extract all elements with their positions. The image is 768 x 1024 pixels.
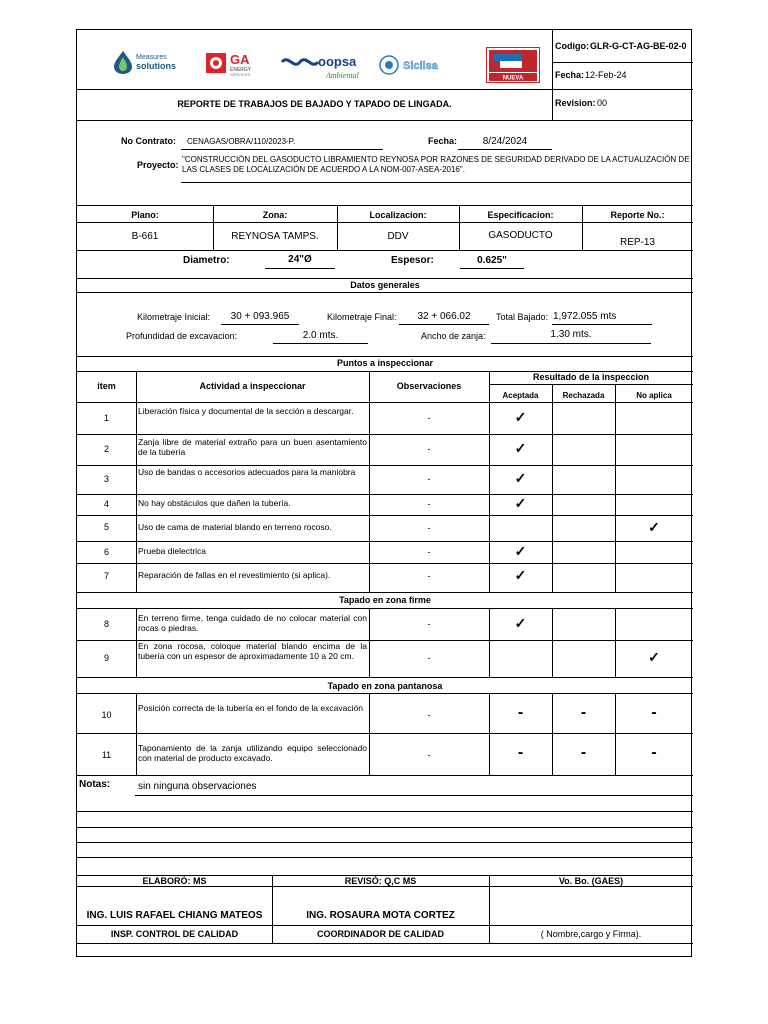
table-col-line [615, 608, 616, 677]
svg-text:solutions: solutions [136, 61, 176, 71]
table-row-line [77, 541, 693, 542]
row-aceptada: ✓ [514, 470, 527, 486]
row-actividad: Liberación física y documental de la sección a descargar. [138, 406, 354, 416]
contract-fecha-label: Fecha: [428, 136, 458, 146]
espesor-underline [460, 268, 524, 269]
col-obs-header: Observaciones [396, 381, 462, 391]
row-noaplica: - [651, 704, 657, 721]
table-row-line [77, 494, 693, 495]
measures-drop-logo [112, 49, 202, 75]
col-item-header: item [97, 381, 116, 391]
info-line [77, 222, 693, 223]
reviso-role: COORDINADOR DE CALIDAD [317, 929, 444, 939]
row-aceptada: ✓ [514, 567, 527, 583]
row-item: 5 [103, 522, 109, 532]
col-rechazada-header: Rechazada [562, 391, 605, 400]
svg-text:NUEVA: NUEVA [502, 75, 524, 82]
elaboro-name: ING. LUIS RAFAEL CHIANG MATEOS [86, 910, 263, 921]
row-item: 11 [101, 750, 112, 760]
row-noaplica: - [651, 744, 657, 761]
row-actividad: En terreno firme, tenga cuidado de no colocar material con rocas o piedras. [138, 613, 367, 633]
row-aceptada: ✓ [514, 543, 527, 559]
espesor-label: Espesor: [391, 255, 434, 266]
row-item: 2 [103, 444, 109, 454]
row-obs: - [427, 474, 431, 484]
proyecto-value: "CONSTRUCCIÓN DEL GASODUCTO LIBRAMIENTO REYNOSA POR RAZONES DE SEGURIDAD DERIVADO DE LA ACTUALIZACIÓN DE LAS CLASES DE LOCALIZACIÓN DE ACUERDO A LA NOM-007-ASEA-2016". [182, 155, 690, 174]
km-final-underline [399, 324, 489, 325]
col-aceptada-header: Aceptada [502, 391, 539, 400]
notas-line [77, 827, 693, 828]
row-item: 1 [103, 413, 109, 423]
row-actividad: Taponamiento de la zanja utilizando equipo seleccionado con material de producto excavado. [138, 743, 367, 763]
reporte-header: Reporte No.: [610, 210, 665, 220]
diametro-underline [265, 268, 335, 269]
svg-text:GA: GA [230, 52, 250, 67]
row-item: 8 [103, 619, 109, 629]
especificacion-header: Especificacion: [487, 210, 554, 220]
table-col-line [136, 371, 137, 592]
header-fecha-label: Fecha: [555, 70, 585, 80]
table-row-line [77, 563, 693, 564]
header-fecha-value: 12-Feb-24 [585, 70, 627, 80]
row-noaplica: ✓ [648, 649, 660, 665]
row-rechazada: - [580, 704, 587, 721]
row-actividad: Uso de cama de material blando en terreno rocoso. [138, 522, 332, 532]
info-line [77, 250, 693, 251]
svg-text:ENERGY: ENERGY [230, 67, 252, 73]
table-row-line [77, 733, 693, 734]
report-sheet [76, 29, 692, 957]
elaboro-role: INSP. CONTROL DE CALIDAD [110, 929, 239, 939]
table-col-line [369, 693, 370, 775]
row-obs: - [427, 619, 431, 629]
table-col-line [552, 608, 553, 677]
section-line [77, 356, 693, 357]
row-actividad: Posición correcta de la tubería en el fondo de la excavación [138, 703, 363, 713]
table-row-line [77, 608, 693, 609]
row-aceptada: ✓ [514, 495, 527, 511]
coopsa-logo [280, 48, 372, 80]
nueva-orizzonti-logo [486, 47, 540, 83]
codigo-label: Codigo: [555, 41, 589, 51]
km-final-label: Kilometraje Final: [327, 312, 397, 322]
ga-energy-logo [205, 50, 267, 78]
table-row-line [77, 515, 693, 516]
diametro-label: Diametro: [183, 255, 230, 266]
total-bajado-value: 1,972.055 mts [553, 311, 617, 322]
total-bajado-label: Total Bajado: [496, 312, 549, 322]
km-inicial-value: 30 + 093.965 [230, 311, 290, 322]
firmas-line [77, 925, 693, 926]
table-line [77, 402, 693, 403]
row-obs: - [427, 547, 431, 557]
proyecto-label: Proyecto: [137, 160, 179, 170]
row-aceptada: ✓ [514, 440, 527, 456]
profundidad-value: 2.0 mts. [302, 330, 339, 341]
svg-text:Ambiental: Ambiental [326, 71, 359, 80]
row-obs: - [427, 653, 431, 663]
table-row-line [77, 677, 693, 678]
ancho-underline [491, 343, 651, 344]
notas-line [77, 842, 693, 843]
row-actividad: No hay obstáculos que dañen la tubería. [138, 498, 291, 508]
reporte-value: REP-13 [619, 237, 655, 248]
row-aceptada: - [517, 704, 524, 721]
row-obs: - [427, 571, 431, 581]
km-inicial-label: Kilometraje Inicial: [137, 312, 211, 322]
row-item: 4 [103, 499, 109, 509]
header-divider [552, 30, 553, 120]
vobo-label: Vo. Bo. (GAES) [558, 876, 624, 886]
table-col-line [615, 384, 616, 592]
report-title: REPORTE DE TRABAJOS DE BAJADO Y TAPADO DE LINGADA. [177, 99, 452, 109]
revision-label: Revision: [555, 98, 596, 108]
profundidad-underline [273, 343, 368, 344]
profundidad-label: Profundidad de excavacion: [126, 331, 238, 341]
row-actividad: Uso de bandas o accesorios adecuados para la maniobra [138, 467, 356, 477]
svg-text:oopsa: oopsa [318, 54, 357, 69]
inspeccion-title: Puntos a inspeccionar [336, 358, 434, 368]
svg-text:Measures: Measures [136, 54, 167, 61]
notas-value: sin ninguna observaciones [138, 781, 257, 792]
notas-label: Notas: [79, 779, 111, 790]
contract-fecha-value: 8/24/2024 [482, 136, 528, 147]
ancho-label: Ancho de zanja: [421, 331, 486, 341]
table-col-line [552, 384, 553, 592]
svg-text:Sicilsa: Sicilsa [403, 60, 438, 72]
espesor-value: 0.625" [477, 255, 507, 266]
row-item: 10 [101, 710, 112, 720]
localizacion-value: DDV [387, 231, 409, 242]
notas-line [77, 857, 693, 858]
localizacion-header: Localizacion: [369, 210, 427, 220]
datos-title: Datos generales [350, 280, 420, 290]
header-line [77, 120, 693, 121]
firmas-line [77, 943, 693, 944]
contrato-label: No Contrato: [121, 136, 176, 146]
section-pantanosa-label: Tapado en zona pantanosa [327, 681, 443, 691]
notas-line [135, 795, 693, 796]
proyecto-underline [181, 182, 692, 183]
row-aceptada: - [517, 744, 524, 761]
fecha-underline [458, 149, 552, 150]
reviso-label: REVISÓ: Q,C MS [344, 876, 417, 886]
table-row-line [77, 465, 693, 466]
row-aceptada: ✓ [514, 615, 527, 631]
table-row-line [77, 434, 693, 435]
row-obs: - [427, 750, 431, 760]
codigo-value: GLR-G-CT-AG-BE-02-0 [590, 41, 687, 51]
table-col-line [136, 608, 137, 677]
col-resultado-header: Resultado de la inspeccion [532, 372, 650, 382]
vobo-role: ( Nombre,cargo y Firma). [540, 929, 642, 939]
notas-line [77, 811, 693, 812]
col-actividad-header: Actividad a inspeccionar [199, 381, 306, 391]
row-item: 9 [103, 653, 109, 663]
section-line [77, 278, 693, 279]
table-line [489, 384, 693, 385]
table-col-line [136, 693, 137, 775]
col-noaplica-header: No aplica [636, 391, 672, 400]
row-obs: - [427, 444, 431, 454]
contrato-value: CENAGAS/OBRA/110/2023-P. [187, 137, 296, 146]
row-actividad: Zanja libre de material extraño para un buen asentamiento de la tubería [138, 437, 367, 457]
total-bajado-underline [552, 324, 652, 325]
zona-value: REYNOSA TAMPS. [231, 231, 319, 242]
row-actividad: Prueba dielectrica [138, 546, 207, 556]
row-item: 3 [103, 474, 109, 484]
sicilsa-logo [379, 54, 465, 76]
section-firme-label: Tapado en zona firme [339, 595, 431, 605]
revision-value: 00 [597, 98, 608, 108]
row-obs: - [427, 523, 431, 533]
elaboro-label: ELABORÓ: MS [142, 876, 207, 886]
km-inicial-underline [221, 324, 299, 325]
table-row-line [77, 592, 693, 593]
ancho-value: 1.30 mts. [550, 329, 592, 340]
km-final-value: 32 + 066.02 [417, 311, 471, 322]
table-row-line [77, 693, 693, 694]
section-line [77, 292, 693, 293]
header-line [77, 89, 693, 90]
reviso-name: ING. ROSAURA MOTA CORTEZ [306, 910, 455, 921]
row-aceptada: ✓ [514, 409, 527, 425]
zona-header: Zona: [262, 210, 288, 220]
row-actividad: En zona rocosa, coloque material blando encima de la tubería con un espesor de aproximadamente 10 a 20 cm. [138, 641, 367, 661]
plano-header: Plano: [131, 210, 159, 220]
row-item: 7 [103, 571, 109, 581]
row-obs: - [427, 413, 431, 423]
header-line [552, 62, 693, 63]
plano-value: B-661 [131, 231, 159, 242]
row-item: 6 [103, 547, 109, 557]
diametro-value: 24"Ø [288, 254, 312, 265]
row-rechazada: - [580, 744, 587, 761]
contrato-underline [181, 149, 383, 150]
info-line [77, 205, 693, 206]
row-noaplica: ✓ [648, 519, 660, 535]
svg-text:SERVICES: SERVICES [230, 72, 251, 77]
row-obs: - [427, 710, 431, 720]
row-obs: - [427, 499, 431, 509]
especificacion-value: GASODUCTO [488, 230, 553, 241]
firmas-line [77, 886, 693, 887]
row-actividad: Reparación de fallas en el revestimiento (si aplica). [138, 570, 331, 580]
table-row-line [77, 775, 693, 776]
